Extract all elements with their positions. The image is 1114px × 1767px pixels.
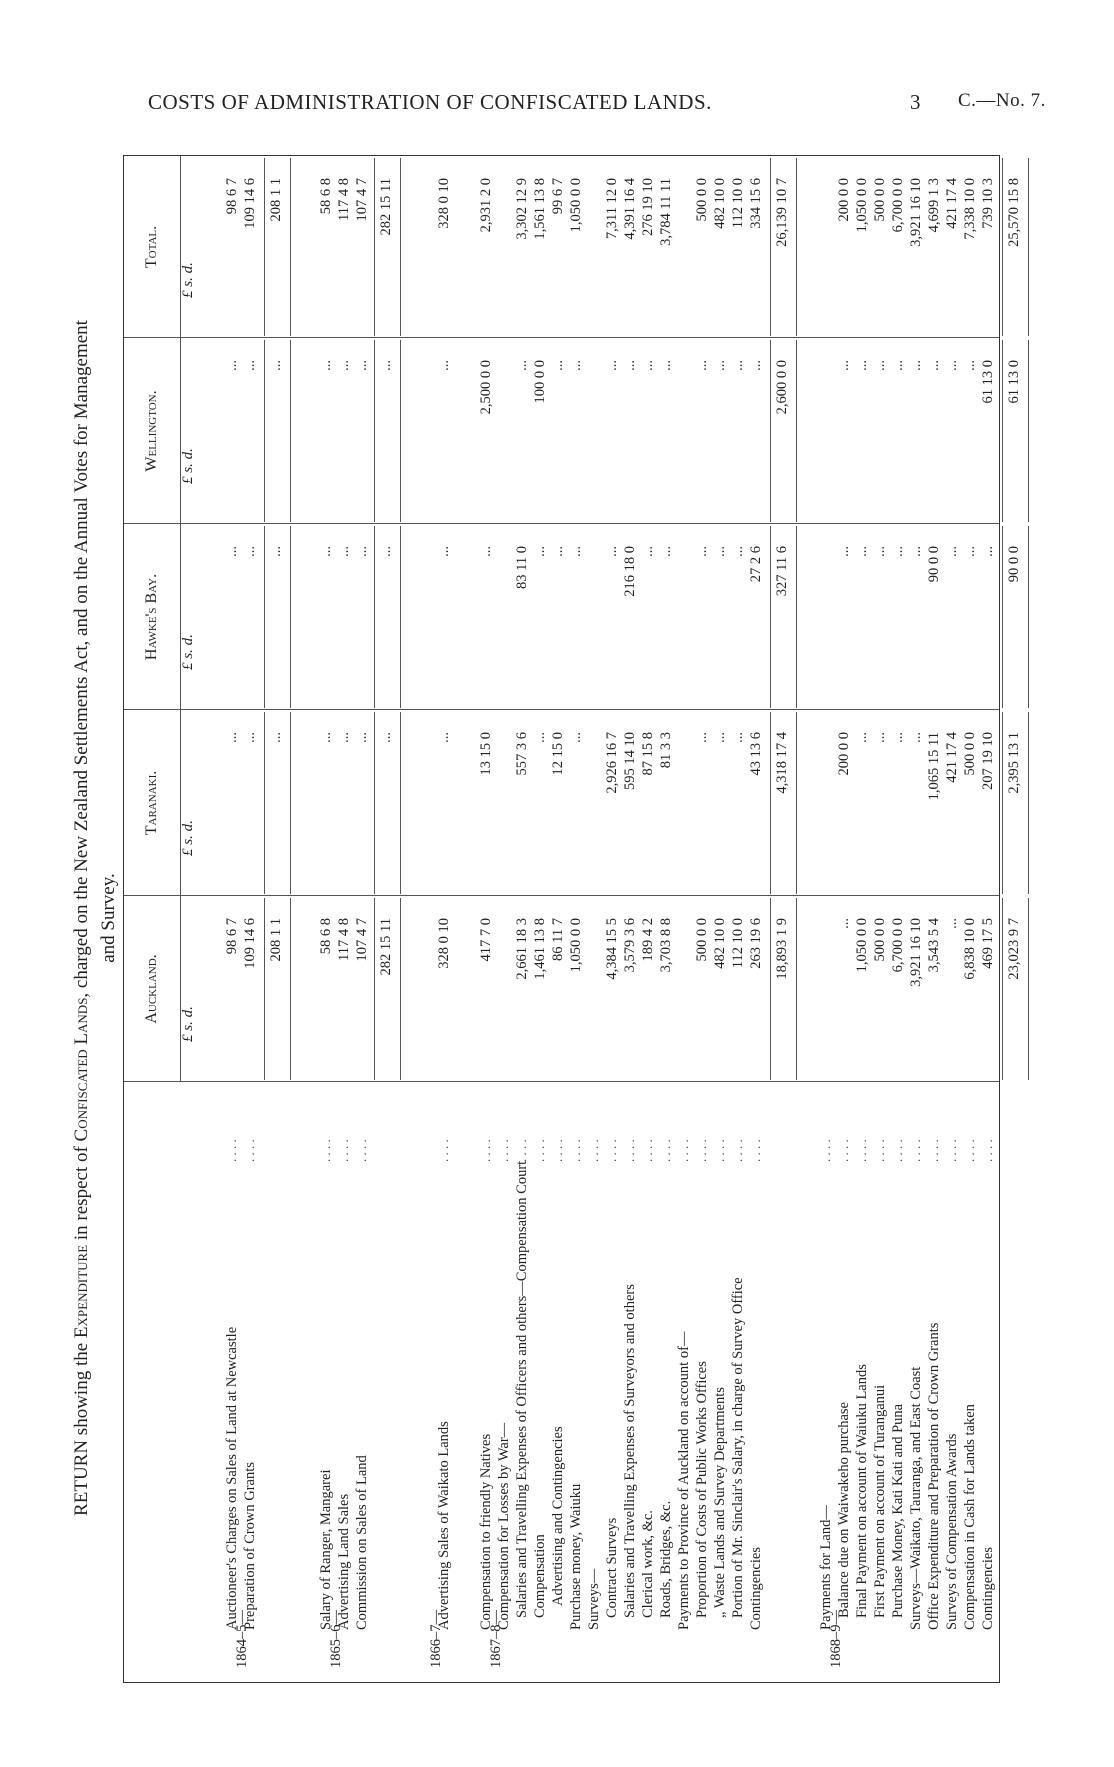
subtotal-rule xyxy=(400,526,401,708)
amount-auckland: 23,023 9 7 xyxy=(1006,918,1022,980)
subtotal-rule xyxy=(770,712,771,894)
amount-hawkes-bay: ... xyxy=(242,546,258,557)
subtotal-rule xyxy=(1002,158,1003,336)
column-header-auckland: Auckland. xyxy=(124,896,181,1082)
amount-wellington: 100 0 0 xyxy=(532,360,548,404)
leader-dots: . . . . xyxy=(818,1139,833,1162)
amount-hawkes-bay: ... xyxy=(944,546,960,557)
year-label: 1866–7— xyxy=(428,1610,444,1668)
leader-dots: . . . . xyxy=(622,1139,637,1162)
leader-dots: . . . . xyxy=(224,1139,239,1162)
line-item-label: Surveys—Waikato, Tauranga, and East Coast xyxy=(908,1366,924,1630)
amount-auckland: 328 0 10 xyxy=(436,918,452,969)
amount-wellington: ... xyxy=(268,360,284,371)
leader-dots: . . . . xyxy=(550,1139,565,1162)
subtotal-rule xyxy=(264,898,265,1080)
amount-hawkes-bay: ... xyxy=(854,546,870,557)
leader-dots: . . . . xyxy=(676,1139,691,1162)
amount-hawkes-bay: 27 2 6 xyxy=(748,546,764,583)
subtotal-rule xyxy=(1028,340,1029,522)
amount-total: 1,561 13 8 xyxy=(532,178,548,240)
amount-taranaki: 4,318 17 4 xyxy=(774,732,790,794)
amount-auckland: 86 11 7 xyxy=(550,918,566,961)
leader-dots: . . . . xyxy=(586,1139,601,1162)
line-item-label: Compensation in Cash for Lands taken xyxy=(962,1404,978,1630)
leader-dots: . . . . xyxy=(694,1139,709,1162)
line-item-label: Advertising Sales of Waikato Lands xyxy=(436,1421,452,1630)
leader-dots: . . . . xyxy=(242,1139,257,1162)
unit-label-total: £ s. d. xyxy=(180,262,196,298)
line-item-label: Auctioneer's Charges on Sales of Land at Newcastle xyxy=(224,1326,240,1630)
line-item-label: Commission on Sales of Land xyxy=(354,1455,370,1630)
amount-wellington: ... xyxy=(318,360,334,371)
leader-dots: . . . . xyxy=(640,1139,655,1162)
amount-wellington: ... xyxy=(354,360,370,371)
column-header-total: Total. xyxy=(124,156,181,338)
amount-wellington: ... xyxy=(336,360,352,371)
leader-dots: . . . . xyxy=(926,1139,941,1162)
subtotal-rule xyxy=(400,712,401,894)
leader-dots: . . . . xyxy=(872,1139,887,1162)
amount-total: 482 10 0 xyxy=(712,178,728,229)
caption-part-2: in respect of xyxy=(71,1141,92,1245)
line-item-label: Office Expenditure and Preparation of Crown Grants xyxy=(926,1322,942,1630)
amount-taranaki: ... xyxy=(378,732,394,743)
amount-wellington: ... xyxy=(890,360,906,371)
amount-wellington: ... xyxy=(836,360,852,371)
leader-dots: . . . . xyxy=(478,1139,493,1162)
amount-wellington: 61 13 0 xyxy=(980,360,996,404)
amount-hawkes-bay: 216 18 0 xyxy=(622,546,638,597)
amount-auckland: 2,661 18 3 xyxy=(514,918,530,980)
unit-label-taranaki: £ s. d. xyxy=(180,820,196,856)
amount-hawkes-bay: ... xyxy=(712,546,728,557)
line-item-label: Balance due on Waiwakeho purchase xyxy=(836,1402,852,1618)
amount-hawkes-bay: ... xyxy=(436,546,452,557)
caption-part-1: RETURN showing the xyxy=(71,1338,92,1516)
amount-auckland: 6,700 0 0 xyxy=(890,918,906,973)
line-item-label: Salaries and Travelling Expenses of Surveyors and others xyxy=(622,1284,638,1618)
subtotal-rule xyxy=(264,712,265,894)
amount-taranaki: 13 15 0 xyxy=(478,732,494,776)
amount-hawkes-bay: ... xyxy=(962,546,978,557)
subtotal-rule xyxy=(290,158,291,336)
line-item-label: Purchase Money, Kati Kati and Puna xyxy=(890,1403,906,1618)
amount-auckland: 1,050 0 0 xyxy=(568,918,584,973)
amount-total: 739 10 3 xyxy=(980,178,996,229)
amount-taranaki: ... xyxy=(532,732,548,743)
amount-wellington: ... xyxy=(378,360,394,371)
subtotal-rule xyxy=(796,340,797,522)
leader-dots: . . . . xyxy=(962,1139,977,1162)
line-item-label: Salaries and Travelling Expenses of Officers and others—Compensation Court xyxy=(514,1160,530,1618)
amount-hawkes-bay: 327 11 6 xyxy=(774,546,790,597)
year-label: 1864–5— xyxy=(234,1610,250,1668)
line-item-label: Payments for Land— xyxy=(818,1505,834,1630)
amount-taranaki: ... xyxy=(854,732,870,743)
line-item-label: Contingencies xyxy=(980,1547,996,1630)
amount-wellington: ... xyxy=(694,360,710,371)
amount-total: 117 4 8 xyxy=(336,178,352,221)
amount-auckland: 3,543 5 4 xyxy=(926,918,942,973)
amount-taranaki: 87 15 8 xyxy=(640,732,656,776)
leader-dots: . . . . xyxy=(532,1139,547,1162)
subtotal-rule xyxy=(1028,898,1029,1080)
amount-auckland: 1,461 13 8 xyxy=(532,918,548,980)
amount-total: 4,391 16 4 xyxy=(622,178,638,240)
amount-total: 334 15 6 xyxy=(748,178,764,229)
amount-taranaki: ... xyxy=(694,732,710,743)
subtotal-rule xyxy=(290,898,291,1080)
amount-taranaki: ... xyxy=(354,732,370,743)
amount-taranaki: ... xyxy=(908,732,924,743)
amount-total: 208 1 1 xyxy=(268,178,284,222)
caption-expenditure: Expenditure xyxy=(71,1244,92,1339)
subtotal-rule xyxy=(374,158,375,336)
amount-taranaki: 2,395 13 1 xyxy=(1006,732,1022,794)
amount-total: 7,338 10 0 xyxy=(962,178,978,240)
leader-dots: . . . . xyxy=(354,1139,369,1162)
caption-line-2: and Survey. xyxy=(98,873,119,963)
unit-label-hawkes-bay: £ s. d. xyxy=(180,634,196,670)
amount-auckland: 3,703 8 8 xyxy=(658,918,674,973)
amount-hawkes-bay: ... xyxy=(224,546,240,557)
amount-taranaki: 500 0 0 xyxy=(962,732,978,776)
line-item-label: Compensation for Losses by War— xyxy=(496,1422,512,1630)
amount-total: 200 0 0 xyxy=(836,178,852,222)
amount-auckland: 112 10 0 xyxy=(730,918,746,969)
subtotal-rule xyxy=(796,158,797,336)
amount-taranaki: 81 3 3 xyxy=(658,732,674,769)
line-item-label: Compensation xyxy=(532,1534,548,1618)
leader-dots: . . . . xyxy=(854,1139,869,1162)
amount-hawkes-bay: ... xyxy=(354,546,370,557)
amount-wellington: ... xyxy=(908,360,924,371)
amount-taranaki: ... xyxy=(568,732,584,743)
amount-hawkes-bay: ... xyxy=(604,546,620,557)
amount-taranaki: 595 14 10 xyxy=(622,732,638,790)
caption-part-3: , charged on the New Zealand Settlements Act, and on the Annual Votes for Management xyxy=(71,320,92,998)
line-item-label: Preparation of Crown Grants xyxy=(242,1462,258,1630)
leader-dots: . . . . xyxy=(496,1139,511,1162)
amount-total: 3,921 16 10 xyxy=(908,178,924,247)
line-item-label: „ Waste Lands and Survey Departments xyxy=(712,1387,728,1618)
amount-hawkes-bay: ... xyxy=(890,546,906,557)
amount-auckland: 500 0 0 xyxy=(694,918,710,962)
leader-dots: . . . . xyxy=(890,1139,905,1162)
subtotal-rule xyxy=(290,526,291,708)
subtotal-rule xyxy=(1028,526,1029,708)
amount-auckland: ... xyxy=(836,918,852,929)
amount-taranaki: 421 17 4 xyxy=(944,732,960,783)
amount-total: 107 4 7 xyxy=(354,178,370,222)
amount-hawkes-bay: 90 0 0 xyxy=(926,546,942,583)
amount-auckland: 417 7 0 xyxy=(478,918,494,962)
amount-total: 328 0 10 xyxy=(436,178,452,229)
subtotal-rule xyxy=(1028,712,1029,894)
amount-auckland: 107 4 7 xyxy=(354,918,370,962)
amount-hawkes-bay: ... xyxy=(318,546,334,557)
amount-wellington: ... xyxy=(622,360,638,371)
amount-wellington: 2,500 0 0 xyxy=(478,360,494,415)
amount-auckland: 117 4 8 xyxy=(336,918,352,961)
amount-wellington: ... xyxy=(748,360,764,371)
amount-hawkes-bay: ... xyxy=(980,546,996,557)
amount-auckland: 1,050 0 0 xyxy=(854,918,870,973)
amount-wellington: ... xyxy=(514,360,530,371)
amount-hawkes-bay: ... xyxy=(908,546,924,557)
amount-taranaki: 1,065 15 11 xyxy=(926,732,942,801)
line-item-label: Purchase money, Waiuku xyxy=(568,1483,584,1630)
amount-wellington: ... xyxy=(640,360,656,371)
line-item-label: Clerical work, &c. xyxy=(640,1510,656,1618)
amount-hawkes-bay: 90 0 0 xyxy=(1006,546,1022,583)
amount-taranaki: ... xyxy=(242,732,258,743)
year-label: 1868–9— xyxy=(828,1610,844,1668)
rotated-return-table xyxy=(68,153,1022,1683)
line-item-label: Salary of Ranger, Mangarei xyxy=(318,1469,334,1630)
amount-hawkes-bay: ... xyxy=(872,546,888,557)
line-item-label: Surveys— xyxy=(586,1568,602,1630)
line-item-label: Advertising Land Sales xyxy=(336,1493,352,1630)
leader-dots: . . . . xyxy=(944,1139,959,1162)
subtotal-rule xyxy=(796,898,797,1080)
amount-taranaki: ... xyxy=(336,732,352,743)
line-item-label: Payments to Province of Auckland on account of— xyxy=(676,1331,692,1630)
page-number: 3 xyxy=(910,90,921,114)
line-item-label: Contingencies xyxy=(748,1547,764,1630)
subtotal-rule xyxy=(770,526,771,708)
leader-dots: . . . . xyxy=(604,1139,619,1162)
amount-total: 98 6 7 xyxy=(224,178,240,215)
amount-taranaki: ... xyxy=(890,732,906,743)
amount-wellington: ... xyxy=(944,360,960,371)
amount-total: 3,302 12 9 xyxy=(514,178,530,240)
amount-total: 99 6 7 xyxy=(550,178,566,215)
page-header-title: COSTS OF ADMINISTRATION OF CONFISCATED LANDS. xyxy=(148,90,712,114)
amount-wellington: ... xyxy=(242,360,258,371)
subtotal-rule xyxy=(1028,158,1029,336)
amount-hawkes-bay: ... xyxy=(550,546,566,557)
amount-hawkes-bay: ... xyxy=(336,546,352,557)
amount-taranaki: 557 3 6 xyxy=(514,732,530,776)
leader-dots: . . . . xyxy=(712,1139,727,1162)
amount-hawkes-bay: ... xyxy=(268,546,284,557)
line-item-label: Proportion of Costs of Public Works Offices xyxy=(694,1361,710,1618)
unit-label-wellington: £ s. d. xyxy=(180,448,196,484)
leader-dots: . . . . xyxy=(514,1139,529,1162)
amount-taranaki: 2,926 16 7 xyxy=(604,732,620,794)
subtotal-rule xyxy=(290,712,291,894)
amount-auckland: 282 15 11 xyxy=(378,918,394,976)
subtotal-rule xyxy=(400,158,401,336)
amount-taranaki: 12 15 0 xyxy=(550,732,566,776)
amount-auckland: 4,384 15 5 xyxy=(604,918,620,980)
amount-taranaki: ... xyxy=(872,732,888,743)
subtotal-rule xyxy=(770,898,771,1080)
amount-total: 500 0 0 xyxy=(872,178,888,222)
expenditure-table xyxy=(123,155,1022,1683)
year-label: 1867–8— xyxy=(488,1610,504,1668)
amount-wellington: ... xyxy=(962,360,978,371)
amount-taranaki: ... xyxy=(730,732,746,743)
subtotal-rule xyxy=(374,898,375,1080)
amount-auckland: 18,893 1 9 xyxy=(774,918,790,980)
amount-total: 58 6 8 xyxy=(318,178,334,215)
subtotal-rule xyxy=(770,158,771,336)
amount-wellington: ... xyxy=(568,360,584,371)
amount-wellington: ... xyxy=(712,360,728,371)
column-header-wellington: Wellington. xyxy=(124,338,181,524)
amount-total: 6,700 0 0 xyxy=(890,178,906,233)
amount-total: 1,050 0 0 xyxy=(568,178,584,233)
amount-auckland: 469 17 5 xyxy=(980,918,996,969)
amount-total: 3,784 11 11 xyxy=(658,178,674,246)
line-item-label: Portion of Mr. Sinclair's Salary, in charge of Survey Office xyxy=(730,1277,746,1618)
leader-dots: . . . . xyxy=(568,1139,583,1162)
subtotal-rule xyxy=(1002,712,1003,894)
amount-auckland: 6,838 10 0 xyxy=(962,918,978,980)
amount-hawkes-bay: 83 11 0 xyxy=(514,546,530,589)
subtotal-rule xyxy=(1002,526,1003,708)
line-item-label: Advertising and Contingencies xyxy=(550,1426,566,1606)
amount-hawkes-bay: ... xyxy=(730,546,746,557)
line-item-label: First Payment on account of Turanganui xyxy=(872,1384,888,1618)
subtotal-rule xyxy=(264,526,265,708)
amount-auckland: 58 6 8 xyxy=(318,918,334,955)
unit-label-auckland: £ s. d. xyxy=(180,1006,196,1042)
amount-taranaki: ... xyxy=(224,732,240,743)
line-item-label: Final Payment on account of Waiuku Lands xyxy=(854,1364,870,1618)
subtotal-rule xyxy=(770,340,771,522)
subtotal-rule xyxy=(1002,898,1003,1080)
subtotal-rule xyxy=(400,340,401,522)
subtotal-rule xyxy=(374,340,375,522)
leader-dots: . . . . xyxy=(980,1139,995,1162)
amount-auckland: 3,921 16 10 xyxy=(908,918,924,987)
subtotal-rule xyxy=(374,526,375,708)
amount-total: 109 14 6 xyxy=(242,178,258,229)
leader-dots: . . . . xyxy=(658,1139,673,1162)
column-header-hawkes-bay: Hawke's Bay. xyxy=(124,524,181,710)
amount-auckland: 263 19 6 xyxy=(748,918,764,969)
amount-hawkes-bay: ... xyxy=(378,546,394,557)
amount-taranaki: ... xyxy=(318,732,334,743)
amount-wellington: ... xyxy=(550,360,566,371)
amount-hawkes-bay: ... xyxy=(836,546,852,557)
leader-dots: . . . . xyxy=(748,1139,763,1162)
leader-dots: . . . . xyxy=(836,1139,851,1162)
caption-confiscated-lands: Confiscated Lands xyxy=(71,997,92,1142)
amount-total: 282 15 11 xyxy=(378,178,394,236)
amount-auckland: 482 10 0 xyxy=(712,918,728,969)
line-item-label: Compensation to friendly Natives xyxy=(478,1433,494,1630)
subtotal-rule xyxy=(290,340,291,522)
amount-auckland: 98 6 7 xyxy=(224,918,240,955)
leader-dots: . . . . xyxy=(336,1139,351,1162)
amount-hawkes-bay: ... xyxy=(640,546,656,557)
line-item-label: Roads, Bridges, &c. xyxy=(658,1500,674,1618)
subtotal-rule xyxy=(796,712,797,894)
amount-hawkes-bay: ... xyxy=(658,546,674,557)
amount-taranaki: 207 19 10 xyxy=(980,732,996,790)
amount-hawkes-bay: ... xyxy=(568,546,584,557)
leader-dots: . . . . xyxy=(908,1139,923,1162)
amount-total: 1,050 0 0 xyxy=(854,178,870,233)
amount-wellington: ... xyxy=(730,360,746,371)
amount-taranaki: ... xyxy=(268,732,284,743)
table-caption xyxy=(68,153,122,1683)
line-item-label: Contract Surveys xyxy=(604,1517,620,1618)
amount-total: 4,699 1 3 xyxy=(926,178,942,233)
year-label: 1865–6— xyxy=(328,1610,344,1668)
amount-total: 276 19 10 xyxy=(640,178,656,236)
amount-auckland: 500 0 0 xyxy=(872,918,888,962)
amount-hawkes-bay: ... xyxy=(478,546,494,557)
subtotal-rule xyxy=(796,526,797,708)
amount-total: 500 0 0 xyxy=(694,178,710,222)
amount-total: 7,311 12 0 xyxy=(604,178,620,240)
amount-wellington: ... xyxy=(224,360,240,371)
amount-auckland: 208 1 1 xyxy=(268,918,284,962)
amount-taranaki: 43 13 6 xyxy=(748,732,764,776)
document-reference: C.—No. 7. xyxy=(958,90,1046,111)
amount-wellington: ... xyxy=(872,360,888,371)
amount-wellington: ... xyxy=(604,360,620,371)
amount-auckland: 3,579 3 6 xyxy=(622,918,638,973)
subtotal-rule xyxy=(400,898,401,1080)
amount-auckland: 109 14 6 xyxy=(242,918,258,969)
amount-total: 25,570 15 8 xyxy=(1006,178,1022,247)
leader-dots: . . . . xyxy=(730,1139,745,1162)
amount-taranaki: ... xyxy=(436,732,452,743)
amount-hawkes-bay: ... xyxy=(532,546,548,557)
leader-dots: . . . . xyxy=(436,1139,451,1162)
subtotal-rule xyxy=(374,712,375,894)
amount-total: 26,139 10 7 xyxy=(774,178,790,247)
amount-taranaki: 200 0 0 xyxy=(836,732,852,776)
amount-wellington: 2,600 0 0 xyxy=(774,360,790,415)
amount-auckland: 189 4 2 xyxy=(640,918,656,962)
column-header-taranaki: Taranaki. xyxy=(124,710,181,896)
amount-wellington: ... xyxy=(436,360,452,371)
amount-wellington: ... xyxy=(854,360,870,371)
amount-wellington: ... xyxy=(926,360,942,371)
subtotal-rule xyxy=(1002,340,1003,522)
amount-wellington: 61 13 0 xyxy=(1006,360,1022,404)
amount-wellington: ... xyxy=(658,360,674,371)
amount-total: 112 10 0 xyxy=(730,178,746,229)
amount-hawkes-bay: ... xyxy=(694,546,710,557)
leader-dots: . . . . xyxy=(318,1139,333,1162)
subtotal-rule xyxy=(264,158,265,336)
amount-total: 2,931 2 0 xyxy=(478,178,494,233)
subtotal-rule xyxy=(264,340,265,522)
amount-auckland: ... xyxy=(944,918,960,929)
amount-total: 421 17 4 xyxy=(944,178,960,229)
amount-taranaki: ... xyxy=(712,732,728,743)
line-item-label: Surveys of Compensation Awards xyxy=(944,1433,960,1630)
